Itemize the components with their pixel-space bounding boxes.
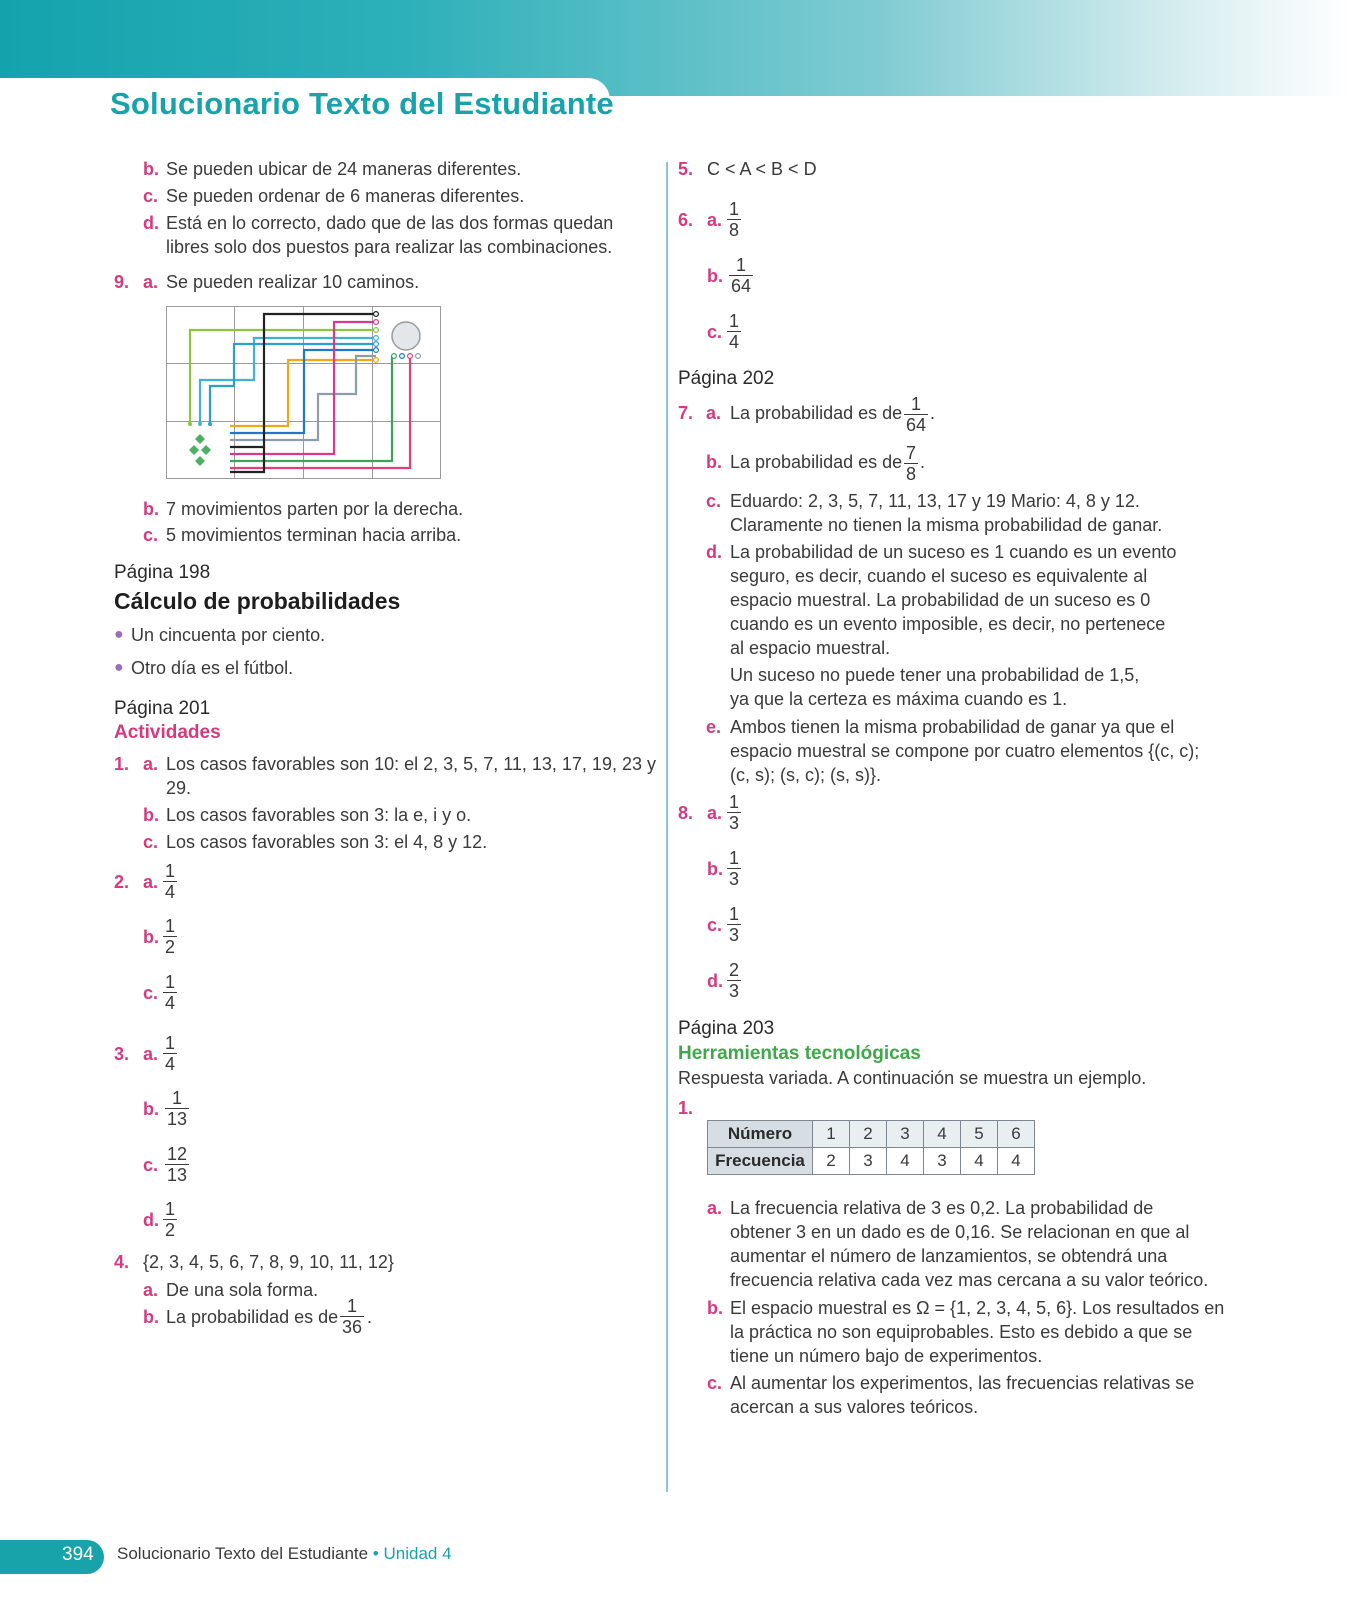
footer-separator: •: [368, 1544, 384, 1563]
table-cell: 3: [850, 1148, 887, 1175]
table-cell: 5: [961, 1121, 998, 1148]
table-cell: 4: [924, 1121, 961, 1148]
period: .: [920, 452, 926, 472]
table-header: Frecuencia: [708, 1148, 813, 1175]
answer-text: espacio muestral. La probabilidad de un suceso es 0: [730, 590, 1151, 610]
item-label: e.: [706, 717, 722, 737]
page-reference: Página 198: [114, 562, 211, 583]
question-number: 4.: [114, 1252, 130, 1272]
fraction: $\frac{1}{64}$: [731, 255, 752, 296]
question-number: 6.: [678, 210, 694, 230]
goal-circle: [392, 322, 420, 350]
subsection-title: Herramientas tecnológicas: [678, 1043, 921, 1064]
item-label: c.: [707, 322, 723, 342]
item-label: b.: [143, 1307, 159, 1327]
item-label: c.: [706, 491, 722, 511]
column-divider: [666, 162, 668, 1492]
fraction: $\frac{1}{13}$: [167, 1088, 188, 1129]
fraction: $\frac{1}{3}$: [729, 848, 740, 889]
item-label: c.: [707, 915, 723, 935]
answer-text: Los casos favorables son 10: el 2, 3, 5, 7, 11, 13, 17, 19, 23 y: [166, 754, 656, 774]
fraction: $\frac{1}{4}$: [165, 972, 176, 1013]
answer-text: La probabilidad es de: [166, 1307, 339, 1327]
item-label: d.: [706, 542, 722, 562]
item-label: a.: [143, 1044, 159, 1064]
item-label: b.: [707, 859, 723, 879]
answer-text: Los casos favorables son 3: la e, i y o.: [166, 805, 472, 825]
answer-text: la práctica no son equiprobables. Esto es debido a que se: [730, 1322, 1193, 1342]
answer-text: Los casos favorables son 3: el 4, 8 y 12.: [166, 832, 488, 852]
item-label: a.: [143, 1280, 159, 1300]
answer-text: Eduardo: 2, 3, 5, 7, 11, 13, 17 y 19 Mario: 4, 8 y 12.: [730, 491, 1140, 511]
answer-text: seguro, es decir, cuando el suceso es equivalente al: [730, 566, 1148, 586]
answer-text: Está en lo correcto, dado que de las dos formas quedan: [166, 213, 614, 233]
answer-text: {2, 3, 4, 5, 6, 7, 8, 9, 10, 11, 12}: [143, 1252, 394, 1272]
fraction: $\frac{1}{4}$: [729, 311, 740, 352]
item-label: b.: [143, 927, 159, 947]
table-cell: 4: [998, 1148, 1035, 1175]
table-cell: 4: [961, 1148, 998, 1175]
item-label: b.: [143, 1099, 159, 1119]
answer-text: tiene un número bajo de experimentos.: [730, 1346, 1043, 1366]
answer-text: La probabilidad de un suceso es 1 cuando es un evento: [730, 542, 1177, 562]
item-label: d.: [143, 1210, 159, 1230]
table-cell: 1: [813, 1121, 850, 1148]
question-number: 7.: [678, 403, 694, 423]
item-label: c.: [143, 525, 159, 545]
fraction: $\frac{12}{13}$: [167, 1144, 188, 1185]
item-label: b.: [707, 1298, 723, 1318]
section-title: Cálculo de probabilidades: [114, 588, 401, 614]
paths-grid-diagram: [166, 306, 442, 480]
table-cell: 3: [887, 1121, 924, 1148]
fraction: $\frac{1}{2}$: [165, 1199, 176, 1240]
answer-text: 5 movimientos terminan hacia arriba.: [166, 525, 462, 545]
period: .: [930, 403, 936, 423]
item-label: b.: [706, 452, 722, 472]
answer-text: La probabilidad es de: [730, 452, 903, 472]
page-reference: Página 202: [678, 368, 775, 389]
question-number: 9.: [114, 272, 130, 292]
fraction: $\frac{1}{8}$: [729, 199, 740, 240]
item-label: b.: [707, 266, 723, 286]
table-header: Número: [708, 1121, 813, 1148]
question-number: 8.: [678, 803, 694, 823]
fraction: $\frac{7}{8}$: [906, 443, 917, 484]
answer-text: ya que la certeza es máxima cuando es 1.: [730, 689, 1068, 709]
answer-text: C < A < B < D: [707, 159, 817, 179]
fraction: $\frac{2}{3}$: [729, 960, 740, 1001]
answer-text: La probabilidad es de: [730, 403, 903, 423]
answer-text: al espacio muestral.: [730, 638, 891, 658]
footer-title: Solucionario Texto del Estudiante: [117, 1544, 369, 1563]
footer-unit: Unidad 4: [383, 1544, 452, 1563]
answer-text: Un suceso no puede tener una probabilidad de 1,5,: [730, 665, 1140, 685]
answer-text: Se pueden realizar 10 caminos.: [166, 272, 420, 292]
bullet-text: Un cincuenta por ciento.: [131, 625, 326, 645]
answer-text: espacio muestral se compone por cuatro elementos {(c, c);: [730, 741, 1200, 761]
answer-text: aumentar el número de lanzamientos, se obtendrá una: [730, 1246, 1168, 1266]
item-label: b.: [143, 805, 159, 825]
period: .: [367, 1307, 373, 1327]
frequency-table: [707, 1120, 1035, 1175]
question-number: 1.: [114, 754, 130, 774]
fraction: $\frac{1}{3}$: [729, 792, 740, 833]
item-label: c.: [143, 1155, 159, 1175]
page-reference: Página 201: [114, 698, 211, 719]
fraction: $\frac{1}{3}$: [729, 904, 740, 945]
fraction: $\frac{1}{4}$: [165, 861, 176, 902]
question-number: 2.: [114, 872, 130, 892]
fraction: $\frac{1}{64}$: [906, 394, 927, 435]
answer-text: Se pueden ordenar de 6 maneras diferentes.: [166, 186, 525, 206]
answer-text: La frecuencia relativa de 3 es 0,2. La probabilidad de: [730, 1198, 1154, 1218]
page-title: Solucionario Texto del Estudiante: [110, 86, 614, 121]
subsection-title: Actividades: [114, 722, 221, 743]
question-number: 1.: [678, 1098, 694, 1118]
answer-text: Ambos tienen la misma probabilidad de ganar ya que el: [730, 717, 1175, 737]
bullet-text: Otro día es el fútbol.: [131, 658, 294, 678]
answer-text: cuando es un evento imposible, es decir, no pertenece: [730, 614, 1166, 634]
item-label: c.: [143, 186, 159, 206]
table-row: [708, 1148, 1035, 1175]
answer-text: El espacio muestral es Ω = {1, 2, 3, 4, 5, 6}. Los resultados en: [730, 1298, 1225, 1318]
item-label: c.: [143, 832, 159, 852]
item-label: c.: [143, 983, 159, 1003]
item-label: a.: [707, 803, 723, 823]
item-label: a.: [143, 872, 159, 892]
table-cell: 3: [924, 1148, 961, 1175]
item-label: b.: [143, 159, 159, 179]
page-number: 394: [62, 1544, 94, 1565]
table-row: [708, 1121, 1035, 1148]
page-reference: Página 203: [678, 1018, 775, 1039]
answer-text: 29.: [166, 778, 192, 798]
item-label: a.: [707, 1198, 723, 1218]
fraction: $\frac{1}{4}$: [165, 1033, 176, 1074]
item-label: a.: [706, 403, 722, 423]
answer-text: De una sola forma.: [166, 1280, 319, 1300]
answer-text: 7 movimientos parten por la derecha.: [166, 499, 464, 519]
bullet-icon: ●: [114, 626, 124, 643]
item-label: a.: [707, 210, 723, 230]
answer-text: libres solo dos puestos para realizar las combinaciones.: [166, 237, 613, 257]
answer-text: (c, s); (s, c); (s, s)}.: [730, 765, 881, 785]
item-label: a.: [143, 272, 159, 292]
answer-text: obtener 3 en un dado es de 0,16. Se relacionan en que al: [730, 1222, 1190, 1242]
item-label: c.: [707, 1373, 723, 1393]
item-label: b.: [143, 499, 159, 519]
fraction: $\frac{1}{2}$: [165, 916, 176, 957]
table-cell: 4: [887, 1148, 924, 1175]
answer-text: frecuencia relativa cada vez mas cercana a su valor teórico.: [730, 1270, 1209, 1290]
fraction: $\frac{1}{36}$: [342, 1296, 363, 1337]
item-label: d.: [143, 213, 159, 233]
answer-text: Claramente no tienen la misma probabilidad de ganar.: [730, 515, 1163, 535]
question-number: 3.: [114, 1044, 130, 1064]
table-cell: 2: [813, 1148, 850, 1175]
bullet-icon: ●: [114, 659, 124, 676]
footer-text: [117, 1544, 452, 1564]
answer-text: Respuesta variada. A continuación se muestra un ejemplo.: [678, 1068, 1147, 1088]
question-number: 5.: [678, 159, 694, 179]
table-cell: 2: [850, 1121, 887, 1148]
answer-text: Al aumentar los experimentos, las frecuencias relativas se: [730, 1373, 1195, 1393]
answer-text: Se pueden ubicar de 24 maneras diferentes.: [166, 159, 522, 179]
answer-text: acercan a sus valores teóricos.: [730, 1397, 979, 1417]
item-label: d.: [707, 971, 723, 991]
table-cell: 6: [998, 1121, 1035, 1148]
item-label: a.: [143, 754, 159, 774]
